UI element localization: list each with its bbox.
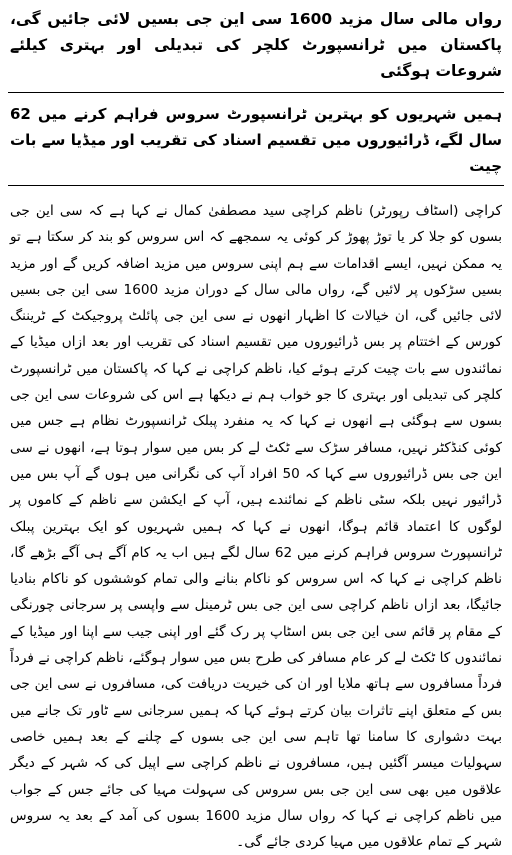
headline: رواں مالی سال مزید 1600 سی این جی بسیں لائی جائیں گی، پاکستان میں ٹرانسپورٹ کلچر کی تبدیلی اور بہتری کیلئے شروعات ہوگئی [10,10,502,80]
subheadline: ہمیں شہریوں کو بہترین ٹرانسپورٹ سروس فراہم کرنے میں 62 سال لگے، ڈرائیوروں میں تقسیم اسناد کی تقریب اور میڈیا سے بات چیت [8,99,504,186]
headline-divider [8,92,504,93]
news-article [8,6,504,855]
article-body: کراچی (اسٹاف رپورٹر) ناظم کراچی سید مصطفیٰ کمال نے کہا ہے کہ سی این جی بسوں کو جلا کر یا توڑ پھوڑ کر کوئی یہ سمجھے کہ اس سروس کو بند کر سکتا ہے تو یہ ممکن نہیں، ایسے اقدامات سے ہم اپنی سروس میں مزید اضافہ کریں گے اور مزید بسیں سڑکوں پر لائیں گے، رواں مالی سال کے دوران مزید 1600 سی این جی بسیں لائی جائیں گی، ان خیالات کا اظہار انھوں نے سی این جی پائلٹ پروجیکٹ کے ٹریننگ کورس کے اختتام پر بس ڈرائیوروں میں تقسیم اسناد کی تقریب اور بعد ازاں میڈیا کے نمائندوں سے بات چیت کرتے ہوئے کیا، ناظم کراچی نے کہا کہ پاکستان میں ٹرانسپورٹ کلچر کی تبدیلی اور بہتری کا جو خواب ہم نے دیکھا ہے اس کی شروعات سی این جی بسوں سے ہوگئی ہے انھوں نے کہا کہ یہ منفرد پبلک ٹرانسپورٹ نظام ہے جس میں کوئی کنڈکٹر نہیں، مسافر سڑک سے ٹکٹ لے کر بس میں سوار ہوتا ہے، انھوں نے سی این جی بس ڈرائیوروں سے کہا کہ 50 افراد آپ کی نگرانی میں ہوں گے آپ بس میں ڈرائیور نہیں بلکہ سٹی ناظم کے نمائندے ہیں، آپ کے ایکشن سے ناظم کے کاموں پر لوگوں کا اعتماد قائم ہوگا، انھوں نے کہا کہ ہمیں شہریوں کو ایک بہترین پبلک ٹرانسپورٹ سروس فراہم کرنے میں 62 سال لگے ہیں اب یہ کام آگے ہی آگے بڑھے گا، ناظم کراچی نے کہا کہ اس سروس کو ناکام بنانے والی تمام کوششوں کو ناکام بنادیا جائیگا، بعد ازاں ناظم کراچی سی این جی بس ٹرمینل سے واپسی پر سرجانی چورنگی کے مقام پر قائم سی این جی بس اسٹاپ پر رک گئے اور اپنی جیب سے اپنا اور میڈیا کے نمائندوں کا ٹکٹ لے کر عام مسافر کی طرح بس میں سوار ہوگئے، ناظم کراچی نے فرداً فرداً مسافروں سے ہاتھ ملایا اور ان کی خیریت دریافت کی، مسافروں نے سی این جی بس کے متعلق اپنے تاثرات بیان کرتے ہوئے کہا کہ ہمیں سرجانی سے ٹاور تک جانے میں بہت دشواری کا سامنا تھا تاہم سی این جی بسوں کے چلنے کے بعد ہمیں خاصی سہولیات میسر آگئیں ہیں، مسافروں نے ناظم کراچی سے اپیل کی کہ شہر کے دیگر علاقوں میں بھی سی این جی بس سروس کی سہولت مہیا کی جائے جس کے جواب میں ناظم کراچی نے کہا کہ رواں سال مزید 1600 بسوں کی آمد کے بعد یہ سروس شہر کے تمام علاقوں میں مہیا کردی جائے گی۔ [10,203,502,851]
